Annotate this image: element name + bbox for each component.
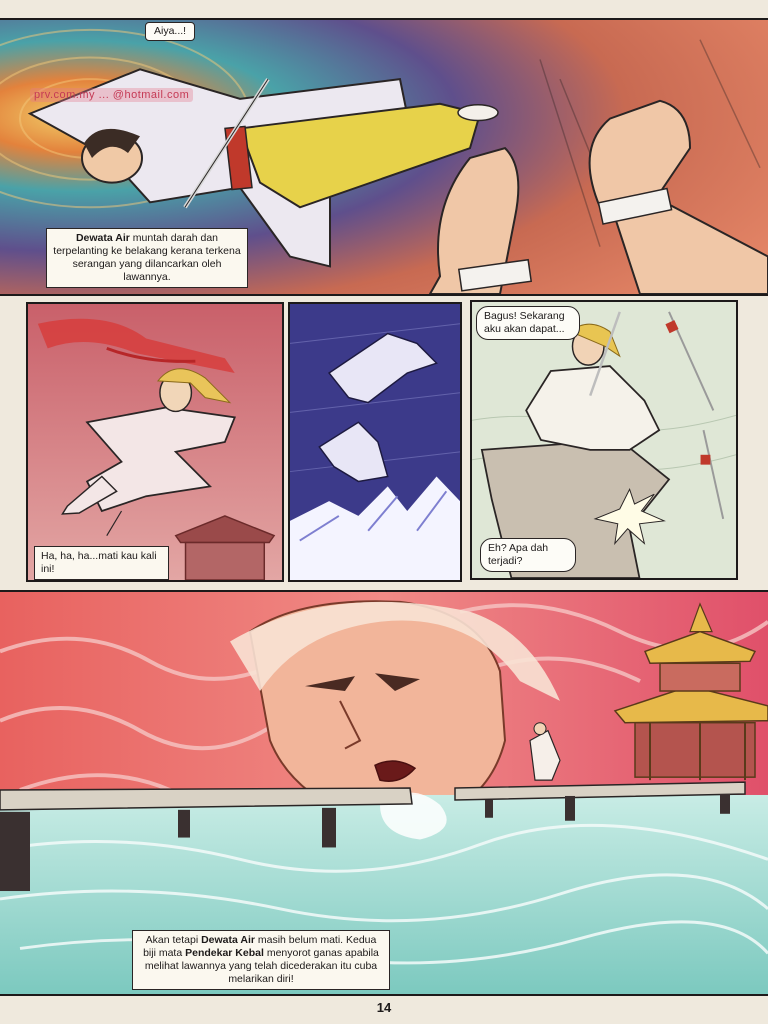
caption-name-dewata-air: Dewata Air [201,934,255,946]
caption-text: Akan tetapi [145,934,202,946]
caption-text: masih belum mati. Kedua biji mata [143,934,377,959]
speech-balloon-apa-dah-terjadi [480,538,576,572]
speech-balloon-bagus [476,306,580,340]
speech-text: Aiya...! [154,25,187,37]
caption-name-pendekar-kebal: Pendekar Kebal [185,947,264,959]
panel-5-pendekar-kebal-rage [0,590,768,996]
page-number: 14 [376,1000,392,1015]
speech-text: Eh? Apa dah terjadi? [488,542,549,567]
caption-name-dewata-air: Dewata Air [75,232,130,244]
caption-text: menyorot ganas apabila melihat lawannya yang telah dicederakan itu cuba melarikan diri! [144,947,379,985]
speech-balloon-aiya [145,22,195,41]
speech-text: Bagus! Sekarang aku akan dapat... [484,310,565,335]
caption-text: muntah darah dan terpelanting ke belakang kerana terkena serangan yang dilancarkan oleh lawannya. [53,232,241,283]
panel-3-artwork [290,304,460,580]
panel-4-artwork [472,302,736,578]
panel-4-swords-falling [470,300,738,580]
panel-2-laughing-fighter [26,302,284,582]
panel-2-artwork [28,304,282,580]
speech-text: Ha, ha, ha...mati kau kali ini! [41,550,157,575]
panel-1-dewata-air-flung [0,18,768,296]
panel-3-blue-splash [288,302,462,582]
speech-caption-laughing [34,546,169,580]
narration-caption [46,228,248,288]
watermark-text: prv.com.my ... @hotmail.com [30,88,193,102]
narration-caption [132,930,390,990]
